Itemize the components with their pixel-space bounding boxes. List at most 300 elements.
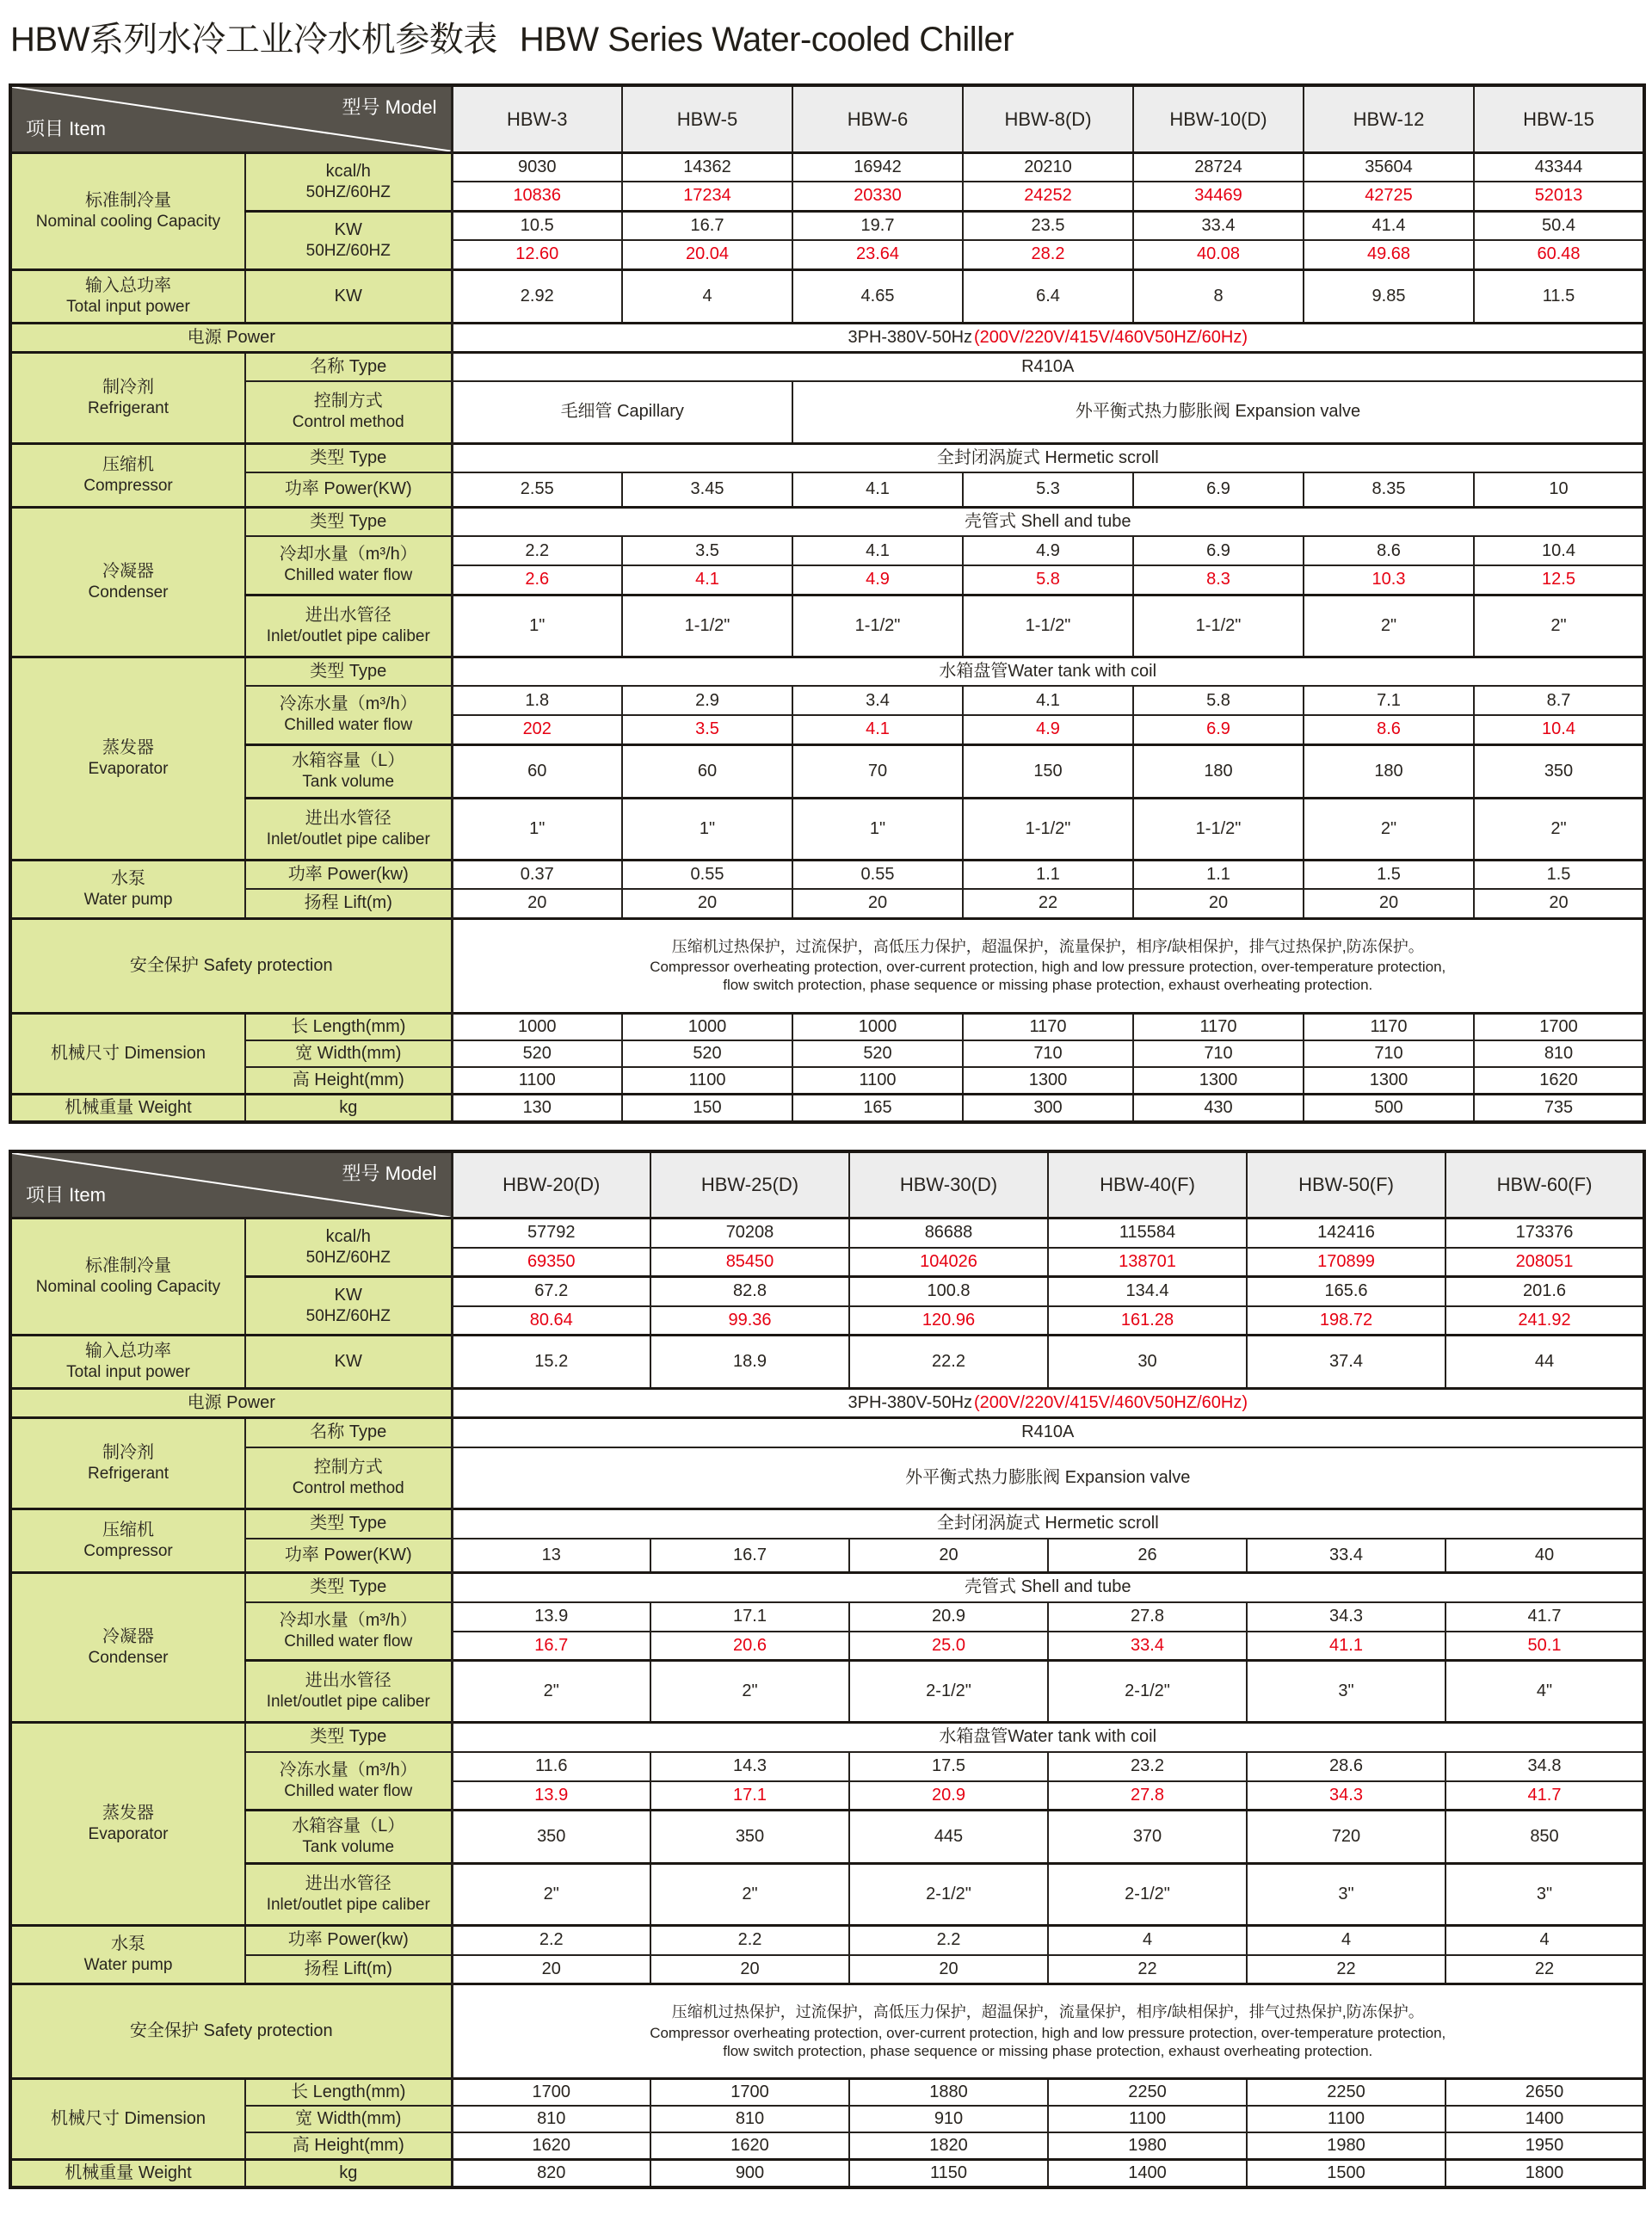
value-cell: 41.7	[1446, 1781, 1644, 1811]
label-dimension: 机械尺寸 Dimension	[10, 2079, 245, 2160]
label-weight-unit: kg	[245, 2160, 452, 2188]
label-line: KW	[334, 219, 362, 239]
label-line: 制冷剂	[102, 1443, 154, 1463]
value-cell: 4	[1247, 1926, 1446, 1955]
label-kw-freq	[245, 211, 452, 269]
label-dimension: 机械尺寸 Dimension	[10, 1013, 245, 1094]
row-pump-power	[10, 860, 1644, 889]
row-safety-protection	[10, 918, 1644, 1013]
label-condenser-pipe	[245, 595, 452, 657]
value-cell: 1620	[1474, 1067, 1644, 1095]
value-cell: 60	[452, 744, 622, 798]
value-cell: 70	[792, 744, 963, 798]
label-line: 冷却水量（m³/h）	[279, 1610, 417, 1630]
value-cell: 2"	[650, 1864, 849, 1926]
label-weight: 机械重量 Weight	[10, 2160, 245, 2188]
label-refrigerant	[10, 1418, 245, 1509]
value-cell: 44	[1446, 1336, 1644, 1389]
label-condenser-flow	[245, 1602, 452, 1661]
label-line: Water pump	[83, 890, 173, 909]
corner-model-label: 型号 Model	[342, 96, 437, 118]
value-cell: 1980	[1048, 2132, 1247, 2160]
compressor-type-value: 全封闭涡旋式 Hermetic scroll	[452, 1509, 1644, 1539]
value-cell: 520	[622, 1040, 792, 1067]
model-header-cell: HBW-6	[792, 85, 963, 152]
value-cell: 134.4	[1048, 1277, 1247, 1306]
label-compressor-type: 类型 Type	[245, 443, 452, 472]
row-evaporator-pipe	[10, 1864, 1644, 1926]
value-cell: 1300	[963, 1067, 1133, 1095]
value-cell: 34.3	[1247, 1602, 1446, 1632]
value-cell: 1-1/2"	[963, 595, 1133, 657]
label-line: Compressor	[83, 476, 173, 495]
row-tank-volume	[10, 744, 1644, 798]
value-cell: 25.0	[849, 1632, 1048, 1661]
value-cell: 20	[1304, 889, 1474, 918]
value-cell: 1100	[792, 1067, 963, 1095]
label-weight: 机械重量 Weight	[10, 1094, 245, 1122]
value-cell: 4.1	[963, 686, 1133, 715]
safety-text-en2: flow switch protection, phase sequence or missing phase protection, exhaust overheating protection.	[723, 2042, 1373, 2059]
row-evaporator-pipe	[10, 798, 1644, 860]
model-header-cell: HBW-50(F)	[1247, 1151, 1446, 1219]
value-cell: 1000	[792, 1013, 963, 1040]
label-refrigerant-name-type: 名称 Type	[245, 352, 452, 381]
value-cell: 4	[1446, 1926, 1644, 1955]
value-cell: 69350	[452, 1248, 650, 1277]
model-header-cell: HBW-12	[1304, 85, 1474, 152]
value-cell: 20.6	[650, 1632, 849, 1661]
control-expansion-value: 外平衡式热力膨胀阀 Expansion valve	[792, 381, 1644, 443]
value-cell: 5.8	[1133, 686, 1304, 715]
value-cell: 4.65	[792, 269, 963, 323]
label-line: Refrigerant	[88, 398, 169, 417]
value-cell: 10.4	[1474, 536, 1644, 565]
label-compressor-power: 功率 Power(KW)	[245, 1539, 452, 1573]
value-cell: 13	[452, 1539, 650, 1573]
value-cell: 3"	[1247, 1661, 1446, 1723]
label-line: 冷凝器	[102, 1627, 154, 1647]
label-evaporator-flow	[245, 1752, 452, 1811]
label-line: Nominal cooling Capacity	[35, 1278, 221, 1297]
label-line: Chilled water flow	[284, 1781, 413, 1800]
value-cell: 138701	[1048, 1248, 1247, 1277]
label-water-pump	[10, 860, 245, 918]
label-line: 输入总功率	[85, 1342, 171, 1361]
row-evaporator-type	[10, 657, 1644, 686]
value-cell: 810	[1474, 1040, 1644, 1067]
row-condenser-flow-50hz	[10, 1602, 1644, 1632]
value-cell: 2.2	[849, 1926, 1048, 1955]
label-condenser-flow	[245, 536, 452, 595]
value-cell: 99.36	[650, 1306, 849, 1336]
label-safety-protection: 安全保护 Safety protection	[10, 1984, 452, 2079]
label-evaporator	[10, 657, 245, 860]
value-cell: 1-1/2"	[792, 595, 963, 657]
label-length: 长 Length(mm)	[245, 2079, 452, 2107]
model-header-cell: HBW-5	[622, 85, 792, 152]
label-line: Tank volume	[302, 1838, 395, 1857]
label-compressor	[10, 1509, 245, 1573]
value-cell: 1-1/2"	[963, 798, 1133, 860]
value-cell: 10.4	[1474, 715, 1644, 744]
value-cell: 60.48	[1474, 240, 1644, 269]
value-cell: 86688	[849, 1219, 1048, 1248]
value-cell: 1000	[452, 1013, 622, 1040]
label-condenser-type: 类型 Type	[245, 1573, 452, 1602]
value-cell: 85450	[650, 1248, 849, 1277]
value-cell: 710	[1304, 1040, 1474, 1067]
value-cell: 43344	[1474, 152, 1644, 182]
value-cell: 5.3	[963, 472, 1133, 507]
value-cell: 735	[1474, 1094, 1644, 1122]
value-cell: 1300	[1133, 1067, 1304, 1095]
page-title-zh: HBW系列水冷工业冷水机参数表	[10, 21, 497, 59]
value-cell: 120.96	[849, 1306, 1048, 1336]
value-cell: 17.1	[650, 1781, 849, 1811]
value-cell: 33.4	[1048, 1632, 1247, 1661]
label-line: kcal/h	[325, 1227, 371, 1247]
label-length: 长 Length(mm)	[245, 1013, 452, 1040]
value-cell: 20	[792, 889, 963, 918]
spec-table-2	[9, 1150, 1646, 2190]
value-cell: 2.2	[452, 1926, 650, 1955]
value-cell: 1170	[963, 1013, 1133, 1040]
label-line: 压缩机	[102, 1521, 154, 1540]
value-cell: 1-1/2"	[1133, 798, 1304, 860]
model-header-cell: HBW-15	[1474, 85, 1644, 152]
corner-model-label: 型号 Model	[342, 1162, 437, 1184]
value-cell: 198.72	[1247, 1306, 1446, 1336]
value-cell: 1.8	[452, 686, 622, 715]
label-line: Chilled water flow	[284, 566, 413, 585]
value-cell: 70208	[650, 1219, 849, 1248]
value-cell: 820	[452, 2160, 650, 2188]
row-pump-lift	[10, 1955, 1644, 1984]
label-line: 水箱容量（L）	[292, 750, 405, 770]
value-cell: 1700	[650, 2079, 849, 2107]
label-water-pump	[10, 1926, 245, 1984]
value-cell: 150	[622, 1094, 792, 1122]
value-cell: 3.4	[792, 686, 963, 715]
label-line: Total input power	[66, 297, 190, 316]
label-total-input-power-unit: KW	[245, 269, 452, 323]
value-cell: 14.3	[650, 1752, 849, 1781]
value-cell: 35604	[1304, 152, 1474, 182]
label-line: 50HZ/60HZ	[305, 182, 391, 201]
label-line: 冷冻水量（m³/h）	[279, 1760, 417, 1780]
value-cell: 33.4	[1133, 211, 1304, 240]
value-cell: 0.55	[792, 860, 963, 889]
row-evaporator-flow-50hz	[10, 686, 1644, 715]
label-evaporator-pipe	[245, 1864, 452, 1926]
value-cell: 1-1/2"	[1133, 595, 1304, 657]
value-cell: 430	[1133, 1094, 1304, 1122]
value-cell: 104026	[849, 1248, 1048, 1277]
value-cell: 10.5	[452, 211, 622, 240]
value-cell: 34.3	[1247, 1781, 1446, 1811]
value-cell: 710	[1133, 1040, 1304, 1067]
label-line: 蒸发器	[102, 737, 154, 757]
value-cell: 1100	[1048, 2106, 1247, 2132]
row-refrigerant-name	[10, 1418, 1644, 1447]
value-cell: 23.5	[963, 211, 1133, 240]
value-cell: 8	[1133, 269, 1304, 323]
value-cell: 33.4	[1247, 1539, 1446, 1573]
label-line: Water pump	[83, 1956, 173, 1975]
label-refrigerant	[10, 352, 245, 443]
label-line: 压缩机	[102, 454, 154, 474]
value-cell: 67.2	[452, 1277, 650, 1306]
label-line: 标准制冷量	[85, 190, 171, 210]
label-line: Condenser	[88, 583, 169, 602]
value-cell: 100.8	[849, 1277, 1048, 1306]
safety-text-zh: 压缩机过热保护，过流保护，高低压力保护，超温保护，流量保护，相序/缺相保护，排气过热保护,防冻保护。	[671, 2003, 1424, 2021]
row-cooling-kcal-50hz	[10, 1219, 1644, 1248]
value-cell: 41.4	[1304, 211, 1474, 240]
value-cell: 1950	[1446, 2132, 1644, 2160]
label-condenser-pipe	[245, 1661, 452, 1723]
value-cell: 2.55	[452, 472, 622, 507]
power-supply-value	[452, 1389, 1644, 1418]
label-tank-volume	[245, 1811, 452, 1864]
row-evaporator-type	[10, 1723, 1644, 1752]
value-cell: 520	[452, 1040, 622, 1067]
value-cell: 161.28	[1048, 1306, 1247, 1336]
value-cell: 180	[1304, 744, 1474, 798]
label-kcal-freq	[245, 1219, 452, 1277]
value-cell: 2"	[452, 1661, 650, 1723]
value-cell: 11.5	[1474, 269, 1644, 323]
value-cell: 1400	[1048, 2160, 1247, 2188]
row-pump-lift	[10, 889, 1644, 918]
row-safety-protection	[10, 1984, 1644, 2079]
label-line: 标准制冷量	[85, 1256, 171, 1276]
value-cell: 4.1	[792, 715, 963, 744]
value-cell: 6.9	[1133, 472, 1304, 507]
value-cell: 900	[650, 2160, 849, 2188]
label-evaporator-type: 类型 Type	[245, 1723, 452, 1752]
value-cell: 20	[622, 889, 792, 918]
label-line: Refrigerant	[88, 1465, 169, 1484]
label-width: 宽 Width(mm)	[245, 1040, 452, 1067]
value-cell: 24252	[963, 182, 1133, 211]
value-cell: 19.7	[792, 211, 963, 240]
value-cell: 2"	[1304, 798, 1474, 860]
value-cell: 20.9	[849, 1602, 1048, 1632]
value-cell: 0.55	[622, 860, 792, 889]
value-cell: 28.2	[963, 240, 1133, 269]
value-cell: 180	[1133, 744, 1304, 798]
value-cell: 20	[452, 1955, 650, 1984]
safety-text-zh: 压缩机过热保护，过流保护，高低压力保护，超温保护，流量保护，相序/缺相保护，排气过热保护,防冻保护。	[671, 937, 1424, 955]
value-cell: 1.5	[1474, 860, 1644, 889]
value-cell: 10836	[452, 182, 622, 211]
row-height	[10, 2132, 1644, 2160]
row-condenser-pipe	[10, 595, 1644, 657]
value-cell: 1500	[1247, 2160, 1446, 2188]
label-tank-volume	[245, 744, 452, 798]
safety-text-en2: flow switch protection, phase sequence or missing phase protection, exhaust overheating protection.	[723, 977, 1373, 994]
value-cell: 1400	[1446, 2106, 1644, 2132]
safety-protection-value	[452, 918, 1644, 1013]
value-cell: 22	[1446, 1955, 1644, 1984]
model-header-cell: HBW-10(D)	[1133, 85, 1304, 152]
value-cell: 0.37	[452, 860, 622, 889]
label-cooling-capacity	[10, 1219, 245, 1336]
refrigerant-name-value: R410A	[452, 352, 1644, 381]
label-line: 蒸发器	[102, 1804, 154, 1823]
label-total-input-power-unit: KW	[245, 1336, 452, 1389]
row-condenser-pipe	[10, 1661, 1644, 1723]
value-cell: 202	[452, 715, 622, 744]
row-cooling-kw-50hz	[10, 1277, 1644, 1306]
row-refrigerant-name	[10, 352, 1644, 381]
row-total-input-power	[10, 269, 1644, 323]
value-cell: 2"	[650, 1661, 849, 1723]
value-cell: 41.7	[1446, 1602, 1644, 1632]
value-cell: 300	[963, 1094, 1133, 1122]
value-cell: 11.6	[452, 1752, 650, 1781]
value-cell: 1-1/2"	[622, 595, 792, 657]
value-cell: 22.2	[849, 1336, 1048, 1389]
corner-item-label: 项目 Item	[26, 118, 106, 139]
value-cell: 130	[452, 1094, 622, 1122]
condenser-type-value: 壳管式 Shell and tube	[452, 1573, 1644, 1602]
value-cell: 1620	[650, 2132, 849, 2160]
label-line: Inlet/outlet pipe caliber	[266, 830, 430, 848]
value-cell: 6.4	[963, 269, 1133, 323]
row-control-method	[10, 381, 1644, 443]
value-cell: 720	[1247, 1811, 1446, 1864]
row-condenser-type	[10, 507, 1644, 536]
page-title-en: HBW Series Water-cooled Chiller	[519, 21, 1014, 59]
value-cell: 445	[849, 1811, 1048, 1864]
value-cell: 22	[1247, 1955, 1446, 1984]
row-evaporator-flow-50hz	[10, 1752, 1644, 1781]
value-cell: 3.45	[622, 472, 792, 507]
row-width	[10, 1040, 1644, 1067]
value-cell: 1100	[452, 1067, 622, 1095]
label-line: 进出水管径	[305, 605, 391, 625]
label-condenser	[10, 507, 245, 657]
model-header-cell: HBW-25(D)	[650, 1151, 849, 1219]
row-weight	[10, 2160, 1644, 2188]
value-cell: 1820	[849, 2132, 1048, 2160]
value-cell: 1880	[849, 2079, 1048, 2107]
label-line: 50HZ/60HZ	[305, 1249, 391, 1268]
value-cell: 28.6	[1247, 1752, 1446, 1781]
row-compressor-type	[10, 443, 1644, 472]
value-cell: 850	[1446, 1811, 1644, 1864]
value-cell: 8.6	[1304, 715, 1474, 744]
value-cell: 350	[452, 1811, 650, 1864]
value-cell: 2"	[1304, 595, 1474, 657]
value-cell: 82.8	[650, 1277, 849, 1306]
label-line: Chilled water flow	[284, 1632, 413, 1650]
row-control-method	[10, 1447, 1644, 1509]
value-cell: 15.2	[452, 1336, 650, 1389]
value-cell: 2"	[1474, 798, 1644, 860]
value-cell: 710	[963, 1040, 1133, 1067]
label-line: kcal/h	[325, 161, 371, 181]
value-cell: 20	[849, 1539, 1048, 1573]
value-cell: 2-1/2"	[849, 1864, 1048, 1926]
value-cell: 9.85	[1304, 269, 1474, 323]
model-header-cell: HBW-30(D)	[849, 1151, 1048, 1219]
label-power-supply: 电源 Power	[10, 1389, 452, 1418]
safety-text-en1: Compressor overheating protection, over-current protection, high and low pressure protection, over-temperature protection,	[650, 959, 1446, 975]
label-line: 水泵	[111, 1934, 145, 1954]
value-cell: 20	[849, 1955, 1048, 1984]
control-capillary-value: 毛细管 Capillary	[452, 381, 792, 443]
value-cell: 42725	[1304, 182, 1474, 211]
value-cell: 9030	[452, 152, 622, 182]
row-power-supply	[10, 323, 1644, 352]
value-cell: 170899	[1247, 1248, 1446, 1277]
label-refrigerant-name-type: 名称 Type	[245, 1418, 452, 1447]
table2-header-row	[10, 1151, 1644, 1219]
label-control-method	[245, 381, 452, 443]
value-cell: 80.64	[452, 1306, 650, 1336]
value-cell: 50.4	[1474, 211, 1644, 240]
label-line: Chilled water flow	[284, 716, 413, 735]
value-cell: 2.9	[622, 686, 792, 715]
value-cell: 49.68	[1304, 240, 1474, 269]
row-weight	[10, 1094, 1644, 1122]
value-cell: 17234	[622, 182, 792, 211]
model-header-cell: HBW-8(D)	[963, 85, 1133, 152]
label-height: 高 Height(mm)	[245, 2132, 452, 2160]
compressor-type-value: 全封闭涡旋式 Hermetic scroll	[452, 443, 1644, 472]
value-cell: 1.1	[963, 860, 1133, 889]
row-cooling-kcal-50hz	[10, 152, 1644, 182]
value-cell: 1620	[452, 2132, 650, 2160]
value-cell: 910	[849, 2106, 1048, 2132]
value-cell: 4.1	[792, 472, 963, 507]
value-cell: 1170	[1304, 1013, 1474, 1040]
row-tank-volume	[10, 1811, 1644, 1864]
label-line: 冷冻水量（m³/h）	[279, 694, 417, 714]
value-cell: 13.9	[452, 1781, 650, 1811]
value-cell: 28724	[1133, 152, 1304, 182]
value-cell: 20	[650, 1955, 849, 1984]
value-cell: 115584	[1048, 1219, 1247, 1248]
row-condenser-type	[10, 1573, 1644, 1602]
value-cell: 22	[963, 889, 1133, 918]
label-line: 水箱容量（L）	[292, 1817, 405, 1836]
value-cell: 1.5	[1304, 860, 1474, 889]
value-cell: 520	[792, 1040, 963, 1067]
label-cooling-capacity	[10, 152, 245, 269]
value-cell: 16.7	[622, 211, 792, 240]
row-length	[10, 1013, 1644, 1040]
label-compressor-power: 功率 Power(KW)	[245, 472, 452, 507]
value-cell: 1800	[1446, 2160, 1644, 2188]
value-cell: 165.6	[1247, 1277, 1446, 1306]
label-line: 制冷剂	[102, 377, 154, 397]
row-compressor-power	[10, 1539, 1644, 1573]
value-cell: 8.35	[1304, 472, 1474, 507]
value-cell: 1300	[1304, 1067, 1474, 1095]
value-cell: 150	[963, 744, 1133, 798]
label-line: 进出水管径	[305, 1874, 391, 1894]
label-evaporator-type: 类型 Type	[245, 657, 452, 686]
value-cell: 13.9	[452, 1602, 650, 1632]
value-cell: 173376	[1446, 1219, 1644, 1248]
power-supply-main: 3PH-380V-50Hz	[848, 327, 973, 347]
value-cell: 2.6	[452, 565, 622, 595]
